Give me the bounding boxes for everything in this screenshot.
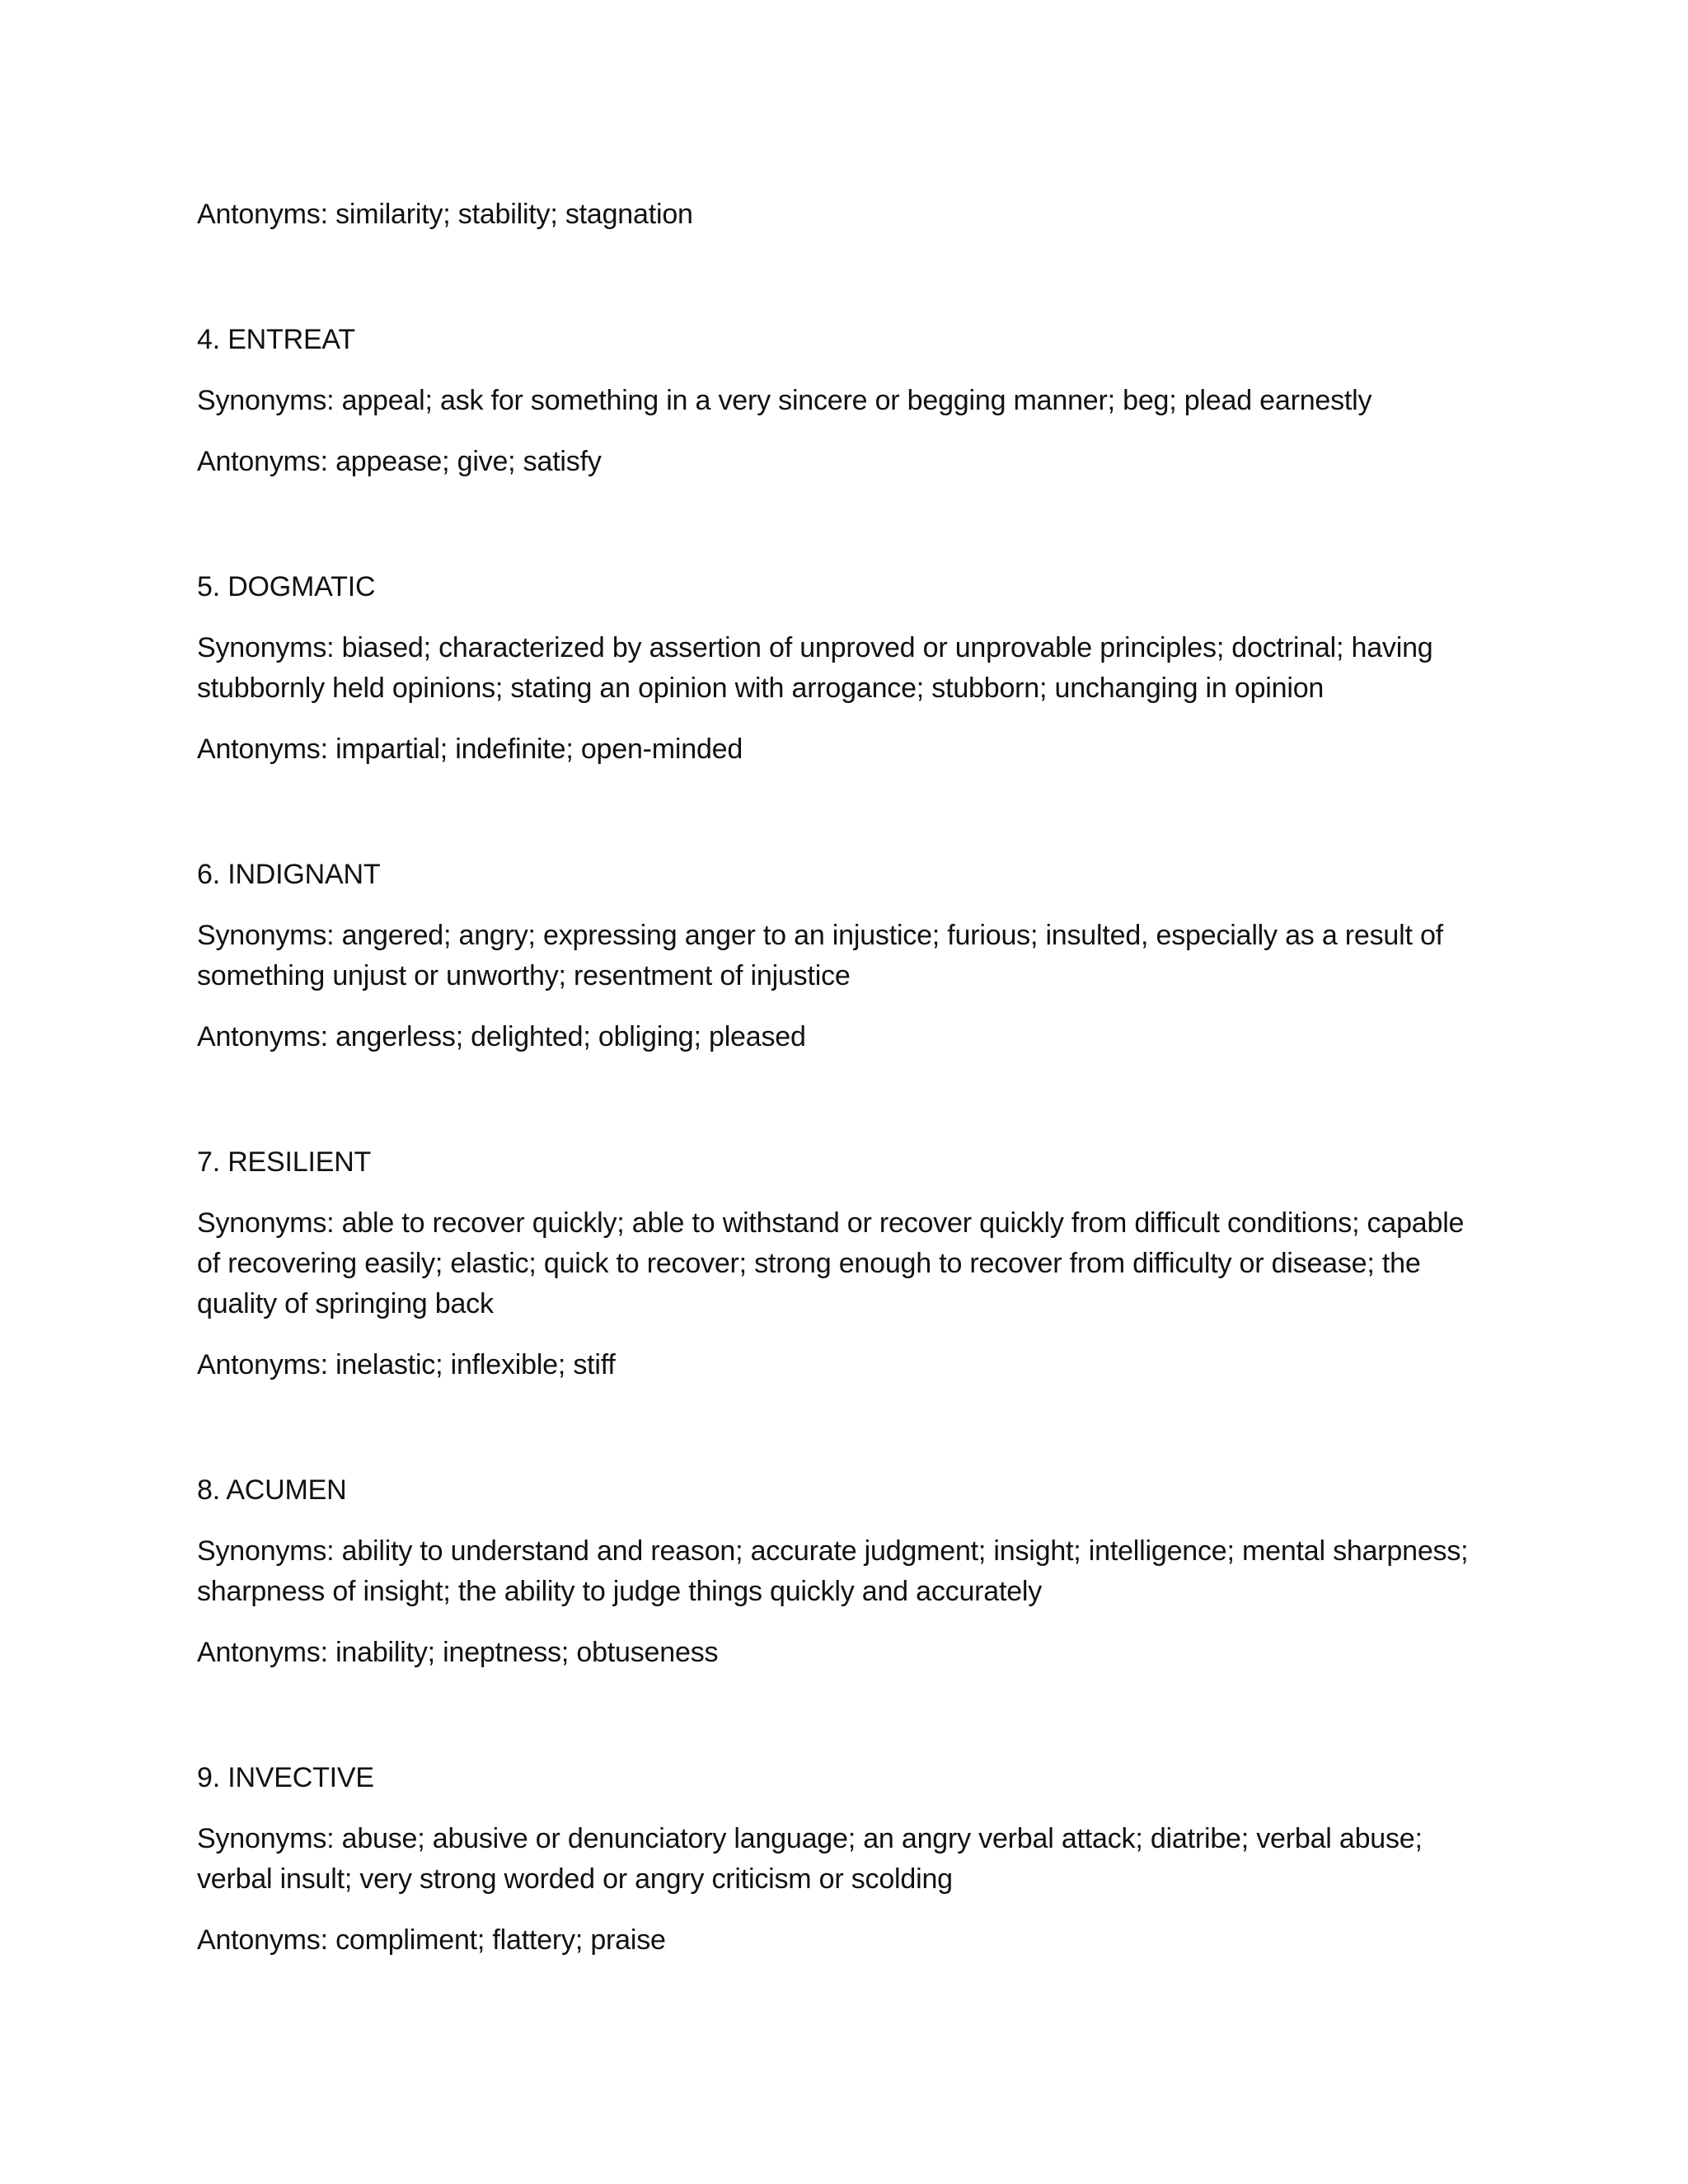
antonyms-line: Antonyms: similarity; stability; stagnation <box>197 199 693 230</box>
synonyms-line: Synonyms: ability to understand and reason; accurate judgment; insight; intelligence; mental sharpness; sharpness of insight; the ability to judge things quickly and accurately <box>197 1535 1469 1607</box>
antonyms-line: Antonyms: angerless; delighted; obliging; pleased <box>197 1021 806 1052</box>
vocabulary-entry-dogmatic <box>197 567 1491 770</box>
synonyms-line: Synonyms: appeal; ask for something in a very sincere or begging manner; beg; plead earnestly <box>197 385 1372 416</box>
synonyms-line: Synonyms: able to recover quickly; able to withstand or recover quickly from difficult conditions; capable of recovering easily; elastic; quick to recover; strong enough to recover from difficulty or disease; the quality of springing back <box>197 1207 1465 1319</box>
synonyms-line: Synonyms: biased; characterized by assertion of unproved or unprovable principles; doctrinal; having stubbornly held opinions; stating an opinion with arrogance; stubborn; unchanging in opinion <box>197 632 1433 704</box>
antonyms-line: Antonyms: impartial; indefinite; open-minded <box>197 733 743 765</box>
vocabulary-entry-resilient <box>197 1142 1491 1385</box>
term-heading: 4. ENTREAT <box>197 324 355 355</box>
term-heading: 7. RESILIENT <box>197 1146 372 1178</box>
vocabulary-entry-indignant <box>197 855 1491 1057</box>
term-heading: 5. DOGMATIC <box>197 571 376 602</box>
vocabulary-list <box>197 194 1491 1961</box>
antonyms-line: Antonyms: inelastic; inflexible; stiff <box>197 1349 616 1380</box>
vocabulary-entry-entreat <box>197 320 1491 482</box>
antonyms-line: Antonyms: appease; give; satisfy <box>197 446 602 477</box>
antonyms-line: Antonyms: inability; ineptness; obtuseness <box>197 1637 719 1668</box>
vocabulary-entry-acumen <box>197 1470 1491 1673</box>
synonyms-line: Synonyms: abuse; abusive or denunciatory language; an angry verbal attack; diatribe; verbal abuse; verbal insult; very strong worded or angry criticism or scolding <box>197 1823 1423 1895</box>
synonyms-line: Synonyms: angered; angry; expressing anger to an injustice; furious; insulted, especially as a result of something unjust or unworthy; resentment of injustice <box>197 920 1443 991</box>
antonyms-line: Antonyms: compliment; flattery; praise <box>197 1924 666 1956</box>
term-heading: 8. ACUMEN <box>197 1474 347 1506</box>
term-heading: 9. INVECTIVE <box>197 1762 374 1793</box>
vocabulary-entry-invective <box>197 1758 1491 1961</box>
term-heading: 6. INDIGNANT <box>197 859 381 890</box>
